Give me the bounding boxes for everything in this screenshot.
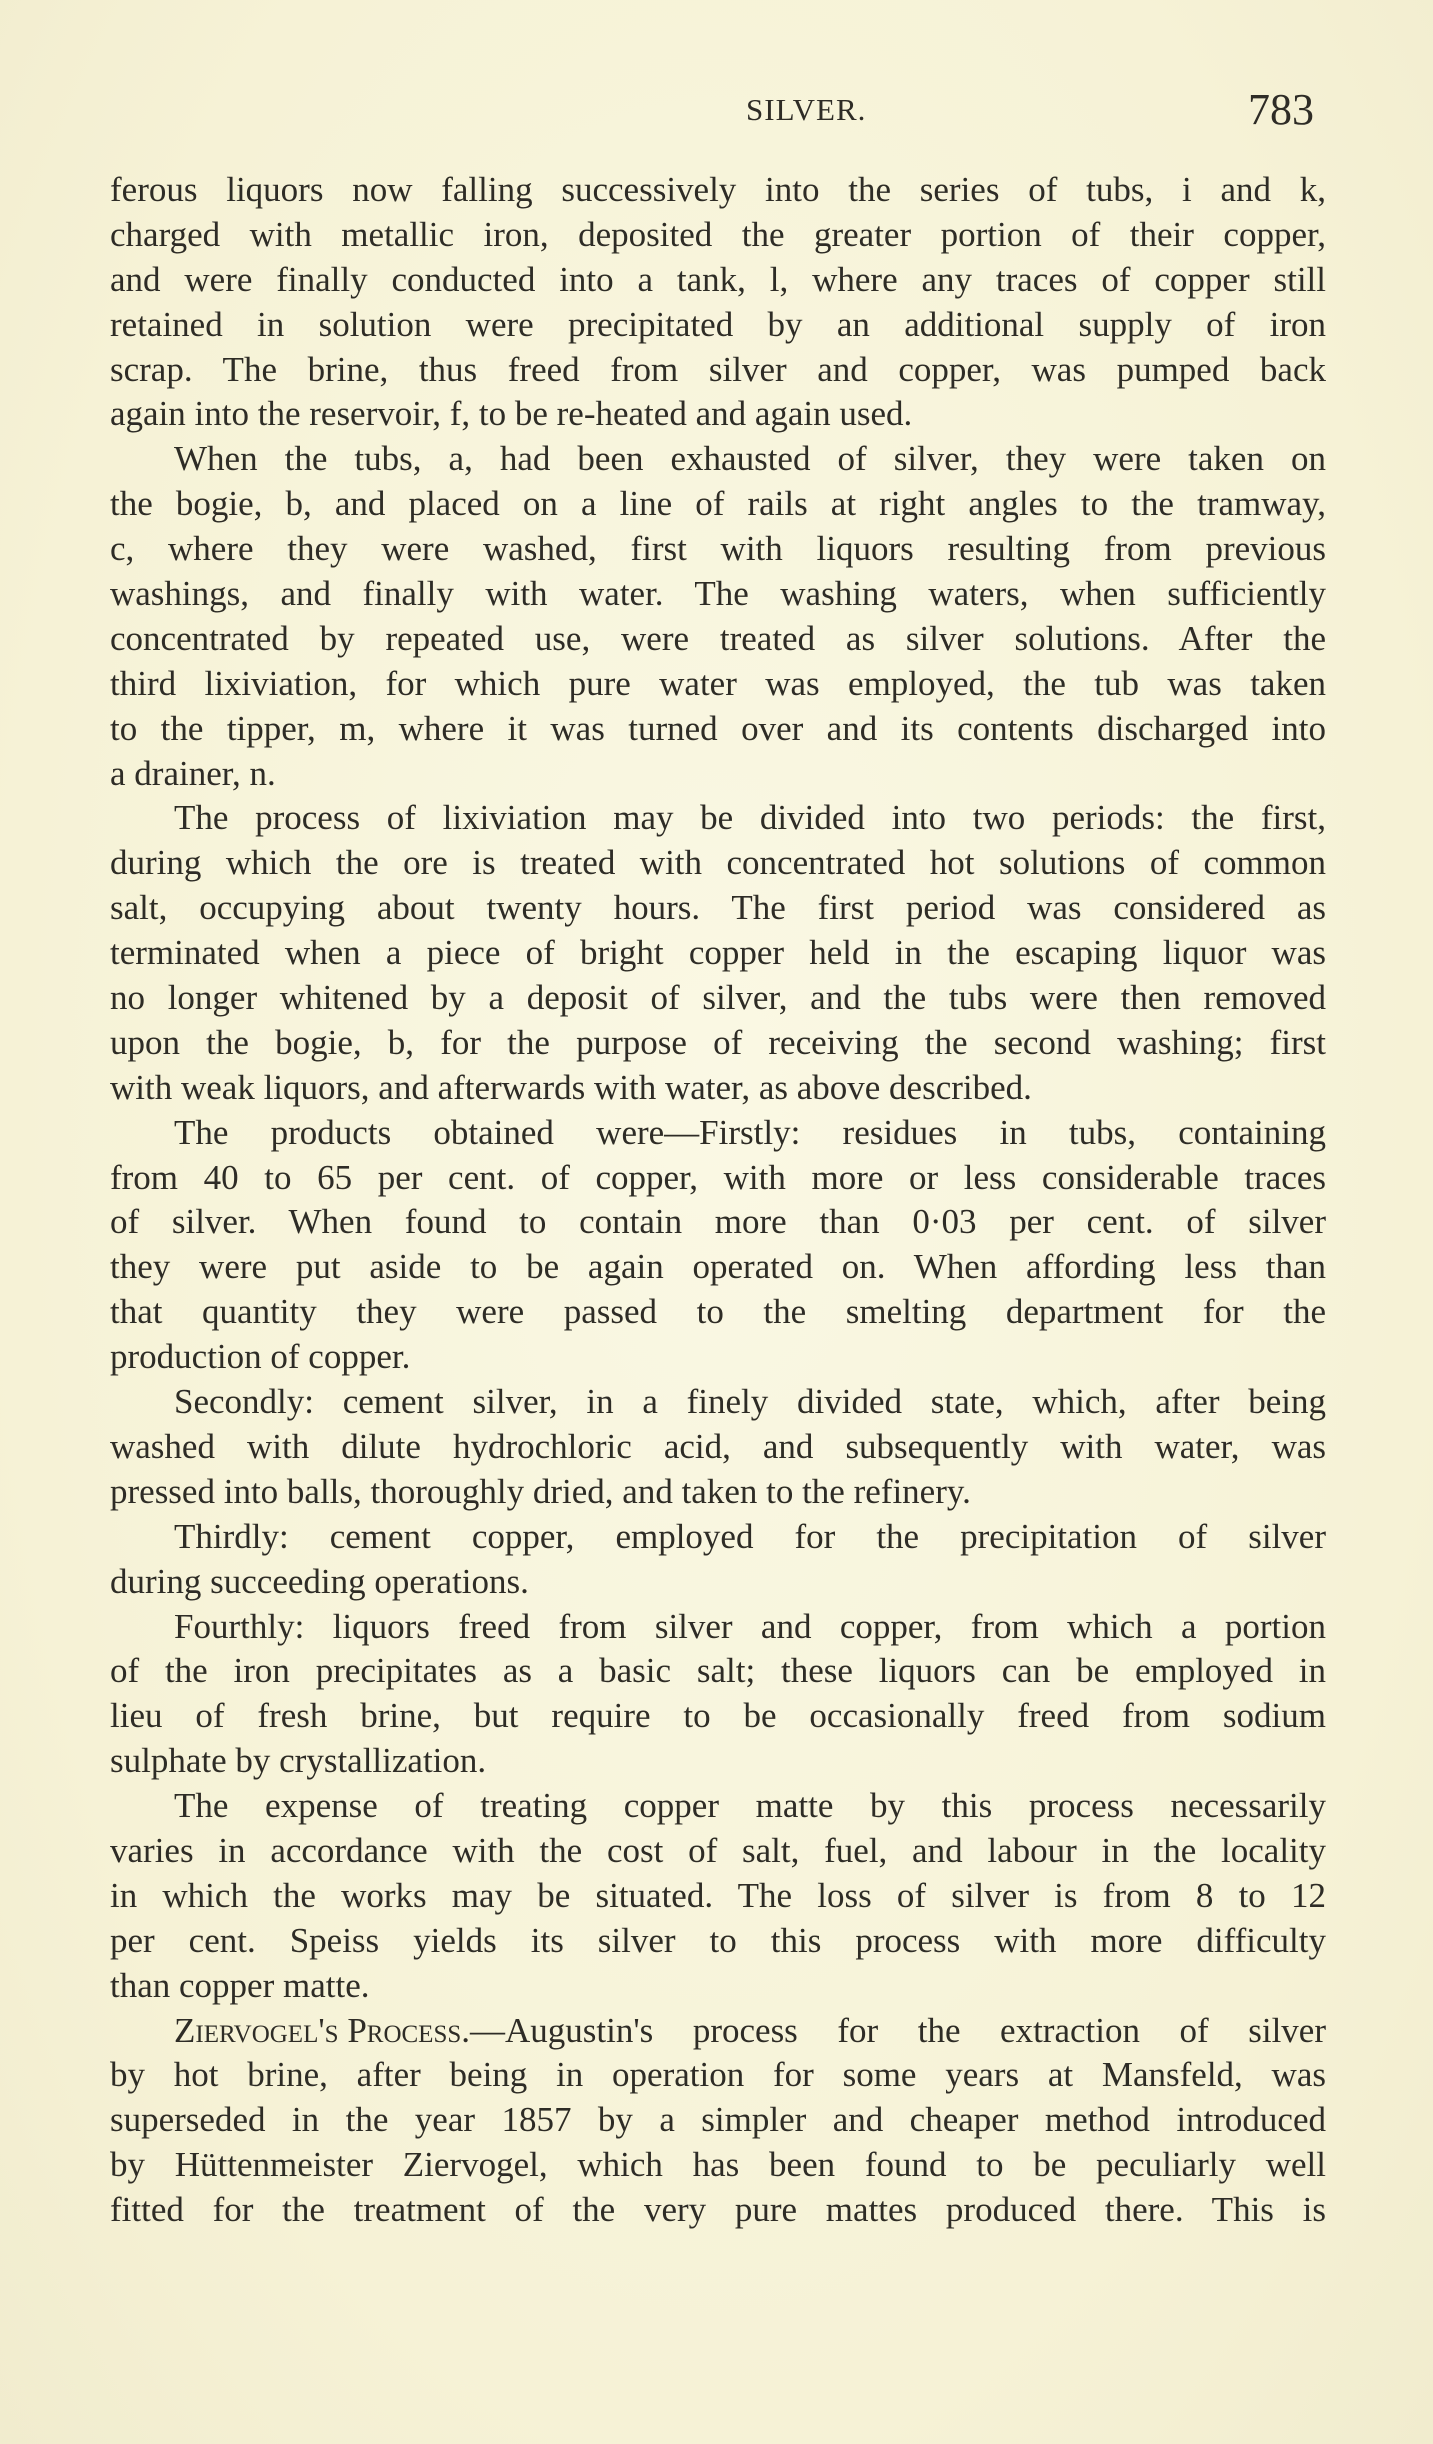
text-line: Fourthly: liquors freed from silver and copper, from which a portion [174, 1606, 1326, 1646]
run-in-heading: Ziervogel's Process. [174, 2010, 471, 2050]
text-line: in which the works may be situated. The loss of silver is from 8 to 12 [110, 1875, 1326, 1915]
text-line: terminated when a piece of bright copper held in the escaping liquor was [110, 933, 1326, 973]
text-line: lieu of fresh brine, but require to be occasionally freed from sodium [110, 1696, 1326, 1736]
paragraph [110, 2009, 1326, 2233]
text-line: scrap. The brine, thus freed from silver and copper, was pumped back [110, 349, 1326, 389]
text-line: Secondly: cement silver, in a finely divided state, which, after being [174, 1382, 1326, 1422]
text-line: fitted for the treatment of the very pure mattes produced there. This is [110, 2190, 1326, 2230]
paragraph [110, 1380, 1326, 1515]
text-line [110, 2009, 1326, 2054]
text-line: they were put aside to be again operated on. When affording less than [110, 1247, 1326, 1287]
text-line: When the tubs, a, had been exhausted of silver, they were taken on [174, 439, 1326, 479]
text-line-rest: —Augustin's process for the extraction of silver [470, 2010, 1326, 2050]
text-line: from 40 to 65 per cent. of copper, with more or less considerable traces [110, 1157, 1326, 1197]
paragraph [110, 1605, 1326, 1785]
text-line: no longer whitened by a deposit of silver, and the tubs were then removed [110, 978, 1326, 1018]
text-line: by hot brine, after being in operation for some years at Mansfeld, was [110, 2055, 1326, 2095]
text-line: and were finally conducted into a tank, l, where any traces of copper still [110, 259, 1326, 299]
running-title: SILVER. [746, 92, 867, 127]
text-line: again into the reservoir, f, to be re-heated and again used. [110, 394, 913, 434]
text-line: superseded in the year 1857 by a simpler and cheaper method introduced [110, 2100, 1326, 2140]
page-number: 783 [1248, 85, 1314, 134]
paragraph [110, 1515, 1326, 1605]
text-line: retained in solution were precipitated by an additional supply of iron [110, 304, 1326, 344]
text-line: the bogie, b, and placed on a line of rails at right angles to the tramway, [110, 484, 1326, 524]
text-line: The process of lixiviation may be divided into two periods: the first, [174, 798, 1326, 838]
text-line: concentrated by repeated use, were treated as silver solutions. After the [110, 618, 1326, 658]
text-line: that quantity they were passed to the smelting department for the [110, 1292, 1326, 1332]
text-line: per cent. Speiss yields its silver to this process with more difficulty [110, 1920, 1326, 1960]
text-line: during which the ore is treated with concentrated hot solutions of common [110, 843, 1326, 883]
text-line: The expense of treating copper matte by this process necessarily [174, 1786, 1326, 1826]
text-line: washed with dilute hydrochloric acid, and subsequently with water, was [110, 1426, 1326, 1466]
paragraph [110, 168, 1326, 437]
text-line: The products obtained were—Firstly: residues in tubs, containing [174, 1112, 1326, 1152]
text-line: to the tipper, m, where it was turned over and its contents discharged into [110, 708, 1326, 748]
text-line: ferous liquors now falling successively into the series of tubs, i and k, [110, 170, 1326, 209]
running-head [110, 84, 1326, 134]
text-line: varies in accordance with the cost of salt, fuel, and labour in the locality [110, 1830, 1326, 1870]
text-line: c, where they were washed, first with liquors resulting from previous [110, 529, 1326, 569]
body-text [110, 168, 1326, 2233]
paragraph [110, 437, 1326, 796]
text-line: charged with metallic iron, deposited the greater portion of their copper, [110, 214, 1326, 254]
text-line: production of copper. [110, 1337, 411, 1377]
text-line: third lixiviation, for which pure water was employed, the tub was taken [110, 663, 1326, 703]
text-line: sulphate by crystallization. [110, 1741, 487, 1781]
text-line: of the iron precipitates as a basic salt; these liquors can be employed in [110, 1651, 1326, 1691]
text-line: washings, and finally with water. The washing waters, when sufficiently [110, 574, 1326, 614]
text-line: pressed into balls, thoroughly dried, and taken to the refinery. [110, 1471, 971, 1511]
text-line: salt, occupying about twenty hours. The first period was considered as [110, 888, 1326, 928]
text-line: Thirdly: cement copper, employed for the precipitation of silver [174, 1516, 1326, 1556]
text-line: than copper matte. [110, 1965, 370, 2005]
text-line: by Hüttenmeister Ziervogel, which has been found to be peculiarly well [110, 2145, 1326, 2185]
paragraph [110, 1784, 1326, 2008]
paragraph [110, 796, 1326, 1110]
text-line: with weak liquors, and afterwards with water, as above described. [110, 1067, 1032, 1107]
text-line: a drainer, n. [110, 753, 276, 793]
paragraph [110, 1111, 1326, 1380]
text-line: during succeeding operations. [110, 1561, 529, 1601]
text-line: upon the bogie, b, for the purpose of receiving the second washing; first [110, 1022, 1326, 1062]
text-line: of silver. When found to contain more than 0·03 per cent. of silver [110, 1202, 1326, 1242]
